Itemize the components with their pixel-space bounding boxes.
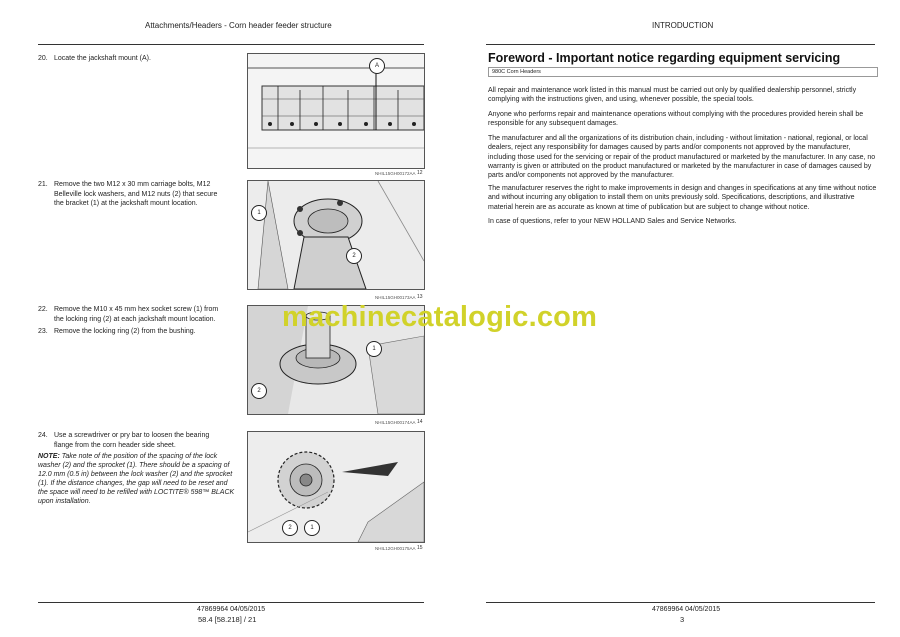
step-number: 22. — [38, 306, 48, 313]
right-footer-doc: 47869964 04/05/2015 — [652, 606, 721, 613]
figure-code: NHIL15GH00172AA — [375, 171, 416, 176]
figure-15-image — [247, 431, 425, 543]
step-text: Use a screwdriver or pry bar to loosen the bearing flange from the corn header side sheet. — [54, 432, 210, 449]
figure-number: 14 — [417, 419, 423, 425]
callout-a: A — [369, 58, 385, 74]
watermark: machinecatalogic.com — [282, 301, 598, 333]
paragraph: The manufacturer and all the organizations of its distribution chain, including - without limitation - national, regional, or local dealers, reject any responsibility for damages caused by parts and/or components not approved by the manufacturer, including those used for the servicing or repair of the product manufactured or marketed by the manufacturer. In any case, no warranty is given or attributed on the product manufactured or marketed by the manufacturer in case of damages caused by parts and/or components not approved by the manufacturer. — [488, 135, 876, 180]
step-number: 20. — [38, 55, 48, 62]
left-footer-rule — [38, 602, 424, 603]
step-text: Remove the two M12 x 30 mm carriage bolts, M12 Belleville lock washers, and M12 nuts (2) that secure the bracket (1) at the jackshaft mount location. — [54, 181, 218, 207]
step-number: 23. — [38, 328, 48, 335]
left-page-header: Attachments/Headers - Corn header feeder structure — [145, 21, 332, 30]
callout-2: 2 — [251, 383, 267, 399]
right-header-rule — [486, 44, 875, 45]
step-text: Remove the M10 x 45 mm hex socket screw (1) from the locking ring (2) at each jackshaft mount location. — [54, 306, 219, 323]
right-footer-page: 3 — [680, 615, 685, 624]
paragraph: In case of questions, refer to your NEW HOLLAND Sales and Service Networks. — [488, 218, 737, 225]
figure-13-image — [247, 180, 425, 290]
step-22 — [38, 305, 228, 324]
callout-2: 2 — [282, 520, 298, 536]
paragraph: Anyone who performs repair and maintenance operations without complying with the procedures provided herein shall be responsible for any subsequent damages. — [488, 111, 864, 128]
figure-number: 12 — [417, 170, 423, 176]
figure-code: NHIL15GH00174AA — [375, 420, 416, 425]
step-number: 24. — [38, 432, 48, 439]
figure-code: NHIL15GH00173AA — [375, 295, 416, 300]
left-header-rule — [38, 44, 424, 45]
step-24 — [38, 431, 228, 450]
step-number: 21. — [38, 181, 48, 188]
callout-1: 1 — [304, 520, 320, 536]
right-page-header: INTRODUCTION — [652, 21, 714, 30]
callout-1: 1 — [366, 341, 382, 357]
figure-12-image — [247, 53, 425, 169]
figure-number: 13 — [417, 294, 423, 300]
paragraph: The manufacturer reserves the right to make improvements in design and changes in specifications at any time without notice and without incurring any obligation to install them on units previously sold. Specifications, descriptions, and illustrative material herein are as accurate as known at time of publication but are subject to change without notice. — [488, 185, 877, 211]
note-text: Take note of the position of the spacing of the lock washer (2) and the sprocket (1). There should be a spacing of 12.0 mm (0.5 in) between the lock washer (2) and the sprocket (1). If the distance changes, the gap will need to be reset and the space will need to be refilled with LOCTITE® 598™ BLACK upon installation. — [38, 453, 235, 505]
step-20 — [38, 54, 228, 64]
model-label: 980C Corn Headers — [488, 67, 878, 77]
page-title: Foreword - Important notice regarding equipment servicing — [488, 51, 841, 65]
right-footer-rule — [486, 602, 875, 603]
callout-2: 2 — [346, 248, 362, 264]
step-text: Remove the locking ring (2) from the bushing. — [54, 328, 196, 335]
step-text: Locate the jackshaft mount (A). — [54, 55, 151, 62]
figure-code: NHIL12GH00175AA — [375, 546, 416, 551]
note-label: NOTE: — [38, 453, 60, 460]
note-block — [38, 452, 236, 506]
callout-1: 1 — [251, 205, 267, 221]
figure-number: 15 — [417, 545, 423, 551]
paragraph: All repair and maintenance work listed in this manual must be carried out only by qualified dealership personnel, strictly complying with the instructions given, and using, whenever possible, the special tools. — [488, 87, 857, 104]
left-footer-doc: 47869964 04/05/2015 — [197, 606, 266, 613]
left-footer-page: 58.4 [58.218] / 21 — [198, 615, 257, 624]
step-23 — [38, 327, 228, 337]
step-21 — [38, 180, 228, 209]
